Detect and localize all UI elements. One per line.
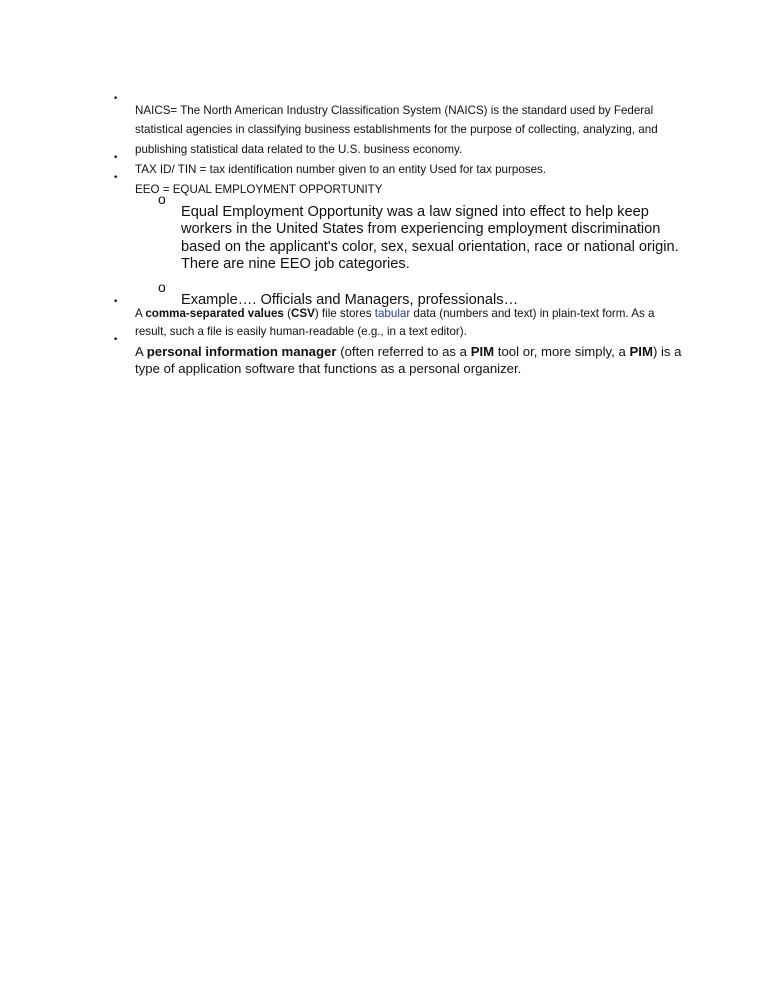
tax-id-definition: TAX ID/ TIN = tax identification number given to an entity Used for tax purposes. [135, 162, 547, 176]
sub-bullet-icon: o [158, 191, 166, 207]
naics-definition: NAICS= The North American Industry Classification System (NAICS) is the standard used by Federal statistical agencies in classifying business establishments for the purpose of collecting, analyzing, and publishing statistical data related to the U.S. business economy. [135, 103, 658, 156]
bullet-icon: • [113, 94, 119, 104]
eeo-description: Equal Employment Opportunity was a law signed into effect to help keep workers in the United States from experiencing employment discrimination based on the applicant's color, sex, sexual orientation, race or national origin. There are nine EEO job categories. [181, 203, 679, 273]
pim-definition: A personal information manager (often referred to as a PIM tool or, more simply, a PIM) is a type of application software that functions as a personal organizer. [135, 344, 682, 376]
tabular-link[interactable]: tabular [374, 306, 411, 320]
bullet-icon: • [113, 335, 119, 345]
eeo-definition: EEO = EQUAL EMPLOYMENT OPPORTUNITY [135, 182, 383, 196]
bullet-icon: • [113, 297, 119, 307]
bullet-icon: • [113, 173, 119, 183]
sub-bullet-icon: o [158, 279, 166, 295]
csv-definition: A comma-separated values (CSV) file stores tabular data (numbers and text) in plain-text form. As a result, such a file is easily human-readable (e.g., in a text editor). [135, 306, 655, 338]
eeo-example: Example…. Officials and Managers, professionals… [181, 291, 519, 308]
bullet-icon: • [113, 153, 119, 163]
